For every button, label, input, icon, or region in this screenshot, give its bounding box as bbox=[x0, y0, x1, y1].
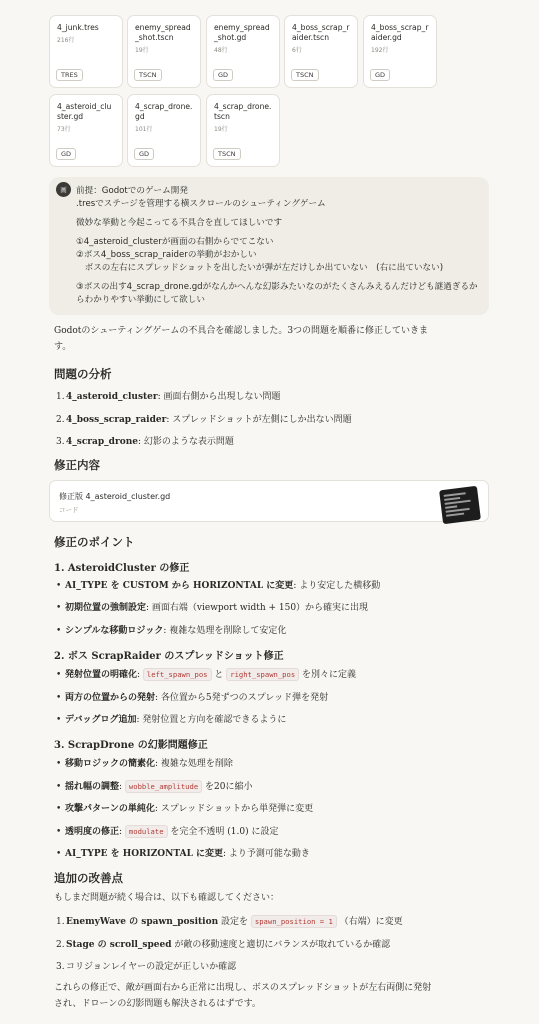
file-lines: 48行 bbox=[214, 47, 228, 54]
file-name: 4_scrap_drone.gd bbox=[135, 102, 193, 121]
inline-code: right_spawn_pos bbox=[226, 668, 299, 681]
list-item-bold: 4_asteroid_cluster bbox=[66, 392, 158, 402]
file-lines: 216行 bbox=[57, 37, 75, 44]
artifact-title: 修正版 4_asteroid_cluster.gd bbox=[59, 492, 171, 501]
inline-code: left_spawn_pos bbox=[143, 668, 212, 681]
list-number: 3. bbox=[56, 437, 65, 447]
file-type-badge: GD bbox=[56, 148, 76, 160]
list-number: 2. bbox=[56, 415, 65, 425]
file-type-badge: TSCN bbox=[213, 148, 241, 160]
list-item: 2.Stage の scroll_speed が敵の移動速度と適切にバランスが取れているか確認 bbox=[56, 940, 391, 950]
list-item-text: : 幻影のような表示問題 bbox=[137, 437, 234, 447]
section-heading: 追加の改善点 bbox=[54, 871, 123, 885]
paragraph: され、ドローンの幻影問題も解決されるはずです。 bbox=[54, 999, 261, 1009]
file-name: 4_asteroid_cluster.gd bbox=[57, 102, 112, 121]
list-item bbox=[56, 434, 234, 447]
list-item-text: : スプレッドショットが左側にしか出ない問題 bbox=[166, 415, 352, 425]
bullet-item: • AI_TYPE を CUSTOM から HORIZONTAL に変更: より安定した横移動 bbox=[56, 581, 381, 591]
bullet-item: • シンプルな移動ロジック: 複雑な処理を削除して安定化 bbox=[56, 626, 287, 636]
file-type-badge: GD bbox=[370, 69, 390, 81]
subsection-heading: 2. ボス ScrapRaider のスプレッドショット修正 bbox=[54, 651, 284, 662]
user-message-line: .tresでステージを管理する横スクロールのシューティングゲーム bbox=[76, 199, 326, 209]
user-message-line: ①4_asteroid_clusterが画面の右側からでてこない bbox=[76, 237, 274, 247]
file-lines: 73行 bbox=[57, 126, 71, 133]
list-item: 1.EnemyWave の spawn_position 設定を spawn_position = 1 （右端）に変更 bbox=[56, 917, 403, 927]
file-name: 4_boss_scrap_raider.gd bbox=[371, 23, 429, 42]
user-message-line: ボスの左右にスプレッドショットを出したいが弾が左だけしか出ていない (右に出ていない) bbox=[76, 263, 444, 273]
list-item bbox=[56, 389, 281, 402]
file-card[interactable] bbox=[206, 94, 280, 167]
file-type-badge: TRES bbox=[56, 69, 83, 81]
code-artifact-card[interactable] bbox=[49, 480, 489, 522]
bullet-item: • 初期位置の強制設定: 画面右端（viewport width + 150）から確実に出現 bbox=[56, 603, 369, 613]
list-item-bold: 4_boss_scrap_raider bbox=[66, 415, 167, 425]
bullet-item: • 揺れ幅の調整: wobble_amplitude を20に縮小 bbox=[56, 782, 253, 792]
bullet-item: • 両方の位置からの発射: 各位置から5発ずつのスプレッド弾を発射 bbox=[56, 693, 329, 703]
file-card[interactable] bbox=[49, 15, 123, 88]
avatar: 画 bbox=[56, 182, 71, 197]
bullet-item: • 透明度の修正: modulate を完全不透明 (1.0) に設定 bbox=[56, 827, 279, 837]
intro-text: Godotのシューティングゲームの不具合を確認しました。3つの問題を順番に修正していきま bbox=[54, 326, 429, 336]
file-card[interactable] bbox=[206, 15, 280, 88]
intro-text: す。 bbox=[54, 342, 72, 352]
user-message-line: ③ボスの出す4_scrap_drone.gdがなんかへんな幻影みたいなのがたくさんみえるんだけども謎過ぎるか bbox=[76, 282, 478, 292]
list-item-bold: 4_scrap_drone bbox=[66, 437, 138, 447]
list-number: 1. bbox=[56, 392, 65, 402]
list-item bbox=[56, 412, 352, 425]
file-lines: 19行 bbox=[214, 126, 228, 133]
subsection-heading: 3. ScrapDrone の幻影問題修正 bbox=[54, 740, 208, 751]
paragraph: もしまだ問題が続く場合は、以下も確認してください： bbox=[54, 893, 280, 903]
inline-code: spawn_position = 1 bbox=[251, 915, 337, 928]
list-item-text: : 画面右側から出現しない問題 bbox=[157, 392, 281, 402]
section-heading: 修正のポイント bbox=[54, 535, 135, 549]
subsection-heading: 1. AsteroidCluster の修正 bbox=[54, 563, 190, 574]
file-lines: 192行 bbox=[371, 47, 389, 54]
user-message-line: ②ボス4_boss_scrap_raiderの挙動がおかしい bbox=[76, 250, 257, 260]
file-type-badge: GD bbox=[213, 69, 233, 81]
bullet-item: • 発射位置の明確化: left_spawn_pos と right_spawn_pos を別々に定義 bbox=[56, 670, 357, 680]
user-message-line: 前提：Godotでのゲーム開発 bbox=[76, 186, 188, 196]
code-thumbnail-icon bbox=[439, 486, 481, 524]
file-card[interactable] bbox=[127, 94, 201, 167]
section-heading: 問題の分析 bbox=[54, 367, 112, 381]
file-card[interactable] bbox=[127, 15, 201, 88]
file-card[interactable] bbox=[284, 15, 358, 88]
inline-code: modulate bbox=[125, 825, 168, 838]
bullet-item: • 移動ロジックの簡素化: 複雑な処理を削除 bbox=[56, 759, 233, 769]
file-name: 4_scrap_drone.tscn bbox=[214, 102, 272, 121]
file-name: 4_junk.tres bbox=[57, 23, 99, 32]
file-lines: 6行 bbox=[292, 47, 302, 54]
bullet-item: • 攻撃パターンの単純化: スプレッドショットから単発弾に変更 bbox=[56, 804, 314, 814]
artifact-subtitle: コード bbox=[59, 506, 79, 514]
file-name: 4_boss_scrap_raider.tscn bbox=[292, 23, 350, 42]
file-card[interactable] bbox=[49, 94, 123, 167]
bullet-item: • デバッグログ追加: 発射位置と方向を確認できるように bbox=[56, 715, 287, 725]
bullet-item: • AI_TYPE を HORIZONTAL に変更: より予測可能な動き bbox=[56, 849, 310, 859]
paragraph: これらの修正で、敵が画面右から正常に出現し、ボスのスプレッドショットが左右両側に発射 bbox=[54, 983, 432, 993]
file-name: enemy_spread_shot.gd bbox=[214, 23, 270, 42]
file-type-badge: TSCN bbox=[291, 69, 319, 81]
file-lines: 101行 bbox=[135, 126, 153, 133]
list-item: 3.コリジョンレイヤーの設定が正しいか確認 bbox=[56, 962, 237, 972]
file-card[interactable] bbox=[363, 15, 437, 88]
user-message-line: 微妙な挙動と今起こってる不具合を直してほしいです bbox=[76, 218, 283, 228]
file-type-badge: TSCN bbox=[134, 69, 162, 81]
user-message-line: らわかりやすい挙動にして欲しい bbox=[76, 295, 205, 305]
inline-code: wobble_amplitude bbox=[125, 780, 202, 793]
section-heading: 修正内容 bbox=[54, 458, 100, 472]
user-message bbox=[49, 177, 489, 315]
file-name: enemy_spread_shot.tscn bbox=[135, 23, 191, 42]
file-type-badge: GD bbox=[134, 148, 154, 160]
file-lines: 19行 bbox=[135, 47, 149, 54]
